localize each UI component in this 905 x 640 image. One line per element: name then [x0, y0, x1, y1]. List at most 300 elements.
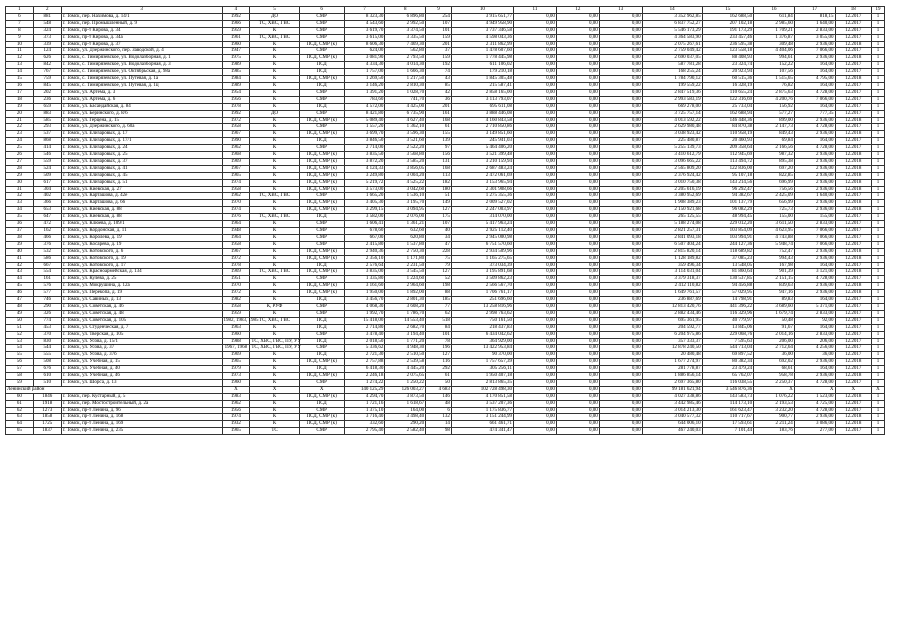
- table-cell: 537: [33, 131, 61, 138]
- address-cell: г. Томск, ул. Усова, д. 37б: [61, 352, 222, 359]
- table-cell: 1982: [222, 297, 250, 304]
- table-cell: 1 224,60: [385, 276, 426, 283]
- table-cell: 0,00: [556, 407, 599, 414]
- table-cell: 292: [426, 366, 452, 373]
- table-cell: 26: [6, 152, 34, 159]
- table-cell: 3 873,50: [385, 393, 426, 400]
- table-cell: К: [250, 82, 299, 89]
- table-cell: ТС, ХВС, ГВС: [250, 20, 299, 27]
- table-cell: 1969: [222, 158, 250, 165]
- table-cell: К: [250, 228, 299, 235]
- table-cell: 0,00: [556, 228, 599, 235]
- table-cell: ПСД, СМР (к): [299, 55, 344, 62]
- table-cell: 1 478 607,60: [451, 48, 513, 55]
- table-cell: 0,00: [514, 145, 557, 152]
- table-cell: 2 858 165,00: [451, 89, 513, 96]
- table-cell: 1 391,20: [344, 89, 385, 96]
- table-cell: 1967: [222, 131, 250, 138]
- table-cell: 167,98: [754, 262, 795, 269]
- table-cell: 16 328,19: [702, 82, 753, 89]
- table-cell: 4 728,00: [794, 379, 835, 386]
- table-cell: 1982, 1983, 1985: [223, 317, 259, 323]
- table-cell: 5 219,72: [344, 179, 385, 186]
- table-cell: 653: [33, 207, 61, 214]
- table-cell: 2 821 257,31: [642, 228, 702, 235]
- table-cell: 192: [426, 62, 452, 69]
- table-cell: 164,00: [794, 82, 835, 89]
- table-cell: 50: [426, 379, 452, 386]
- table-cell: 42: [426, 89, 452, 96]
- table-cell: 29: [6, 172, 34, 179]
- table-cell: 0,00: [556, 20, 599, 27]
- table-cell: 5 371,00: [794, 303, 835, 310]
- table-cell: К: [250, 276, 299, 283]
- table-cell: СМР: [299, 48, 344, 55]
- table-cell: 58: [6, 373, 34, 380]
- table-cell: ПСД: [299, 82, 344, 89]
- table-cell: 1: [871, 379, 884, 386]
- table-cell: 0,00: [599, 400, 642, 407]
- table-cell: 0,00: [514, 34, 557, 41]
- table-cell: 12.2017: [835, 345, 871, 352]
- table-cell: 0,00: [556, 207, 599, 214]
- table-cell: 3 055,00: [794, 34, 835, 41]
- table-cell: 1 640,00: [794, 193, 835, 200]
- table-cell: 12.2018: [835, 117, 871, 124]
- table-cell: 13 422 953,84: [451, 345, 513, 352]
- table-cell: 1988: [222, 338, 250, 345]
- table-cell: 155,00: [754, 214, 795, 221]
- table-cell: 1: [871, 352, 884, 359]
- table-cell: 900,77: [754, 414, 795, 421]
- table-cell: 7 101,44: [702, 428, 753, 435]
- table-cell: 27: [6, 158, 34, 165]
- table-row: [6, 221, 885, 228]
- table-cell: 1: [871, 145, 884, 152]
- address-cell: г. Томск, пер. Нахимова, д. 14/1: [61, 13, 222, 20]
- table-cell: 849,43: [754, 131, 795, 138]
- table-cell: 179 210,18: [451, 69, 513, 76]
- table-cell: 0,00: [556, 428, 599, 435]
- table-cell: 373 034,39: [451, 262, 513, 269]
- address-cell: г. Томск, ул. Советская, д. 105: [61, 317, 222, 324]
- table-cell: 5 464 406,20: [451, 145, 513, 152]
- table-cell: 6 204 975,86: [642, 331, 702, 338]
- address-cell: г. Томск, ул. Усова, д. 37: [61, 345, 222, 352]
- table-cell: 676: [33, 366, 61, 373]
- table-cell: 3 086,00: [794, 421, 835, 428]
- table-cell: 524: [33, 165, 61, 172]
- table-cell: К: [250, 400, 299, 407]
- table-cell: 12.2017: [835, 27, 871, 34]
- table-cell: 0,00: [514, 48, 557, 55]
- table-cell: 156,92: [754, 103, 795, 110]
- table-cell: 2 566 567,70: [451, 283, 513, 290]
- table-cell: 1273: [33, 407, 61, 414]
- table-cell: 0,00: [599, 290, 642, 297]
- table-cell: 0,00: [556, 13, 599, 20]
- table-cell: 2 721,30: [344, 352, 385, 359]
- table-cell: 3 509 862,23: [451, 276, 513, 283]
- table-cell: 692,02: [754, 359, 795, 366]
- table-cell: 6 735,90: [385, 110, 426, 117]
- table-cell: 3 038 923,42: [642, 131, 702, 138]
- table-cell: 168: [426, 165, 452, 172]
- table-cell: 2 250,37: [754, 379, 795, 386]
- table-cell: 0,00: [599, 96, 642, 103]
- table-cell: 229 068,76: [702, 331, 753, 338]
- table-row: [6, 172, 885, 179]
- table-row: [6, 62, 885, 69]
- table-cell: 143 214,56: [702, 179, 753, 186]
- table-cell: 2 936,00: [794, 131, 835, 138]
- table-cell: 3 537 207,36: [451, 400, 513, 407]
- table-cell: 0,00: [556, 165, 599, 172]
- table-cell: 1968: [222, 152, 250, 159]
- table-cell: К: [250, 186, 299, 193]
- table-cell: 1960: [222, 41, 250, 48]
- table-cell: 161: [33, 276, 61, 283]
- table-cell: 0,00: [556, 352, 599, 359]
- table-cell: 0,00: [556, 55, 599, 62]
- table-cell: 12.2017: [835, 214, 871, 221]
- table-cell: 1: [871, 331, 884, 338]
- table-cell: 0,00: [514, 352, 557, 359]
- table-cell: 0,00: [556, 303, 599, 310]
- table-cell: 48: [6, 303, 34, 310]
- table-cell: 0,00: [599, 179, 642, 186]
- table-cell: 5 948,74: [754, 241, 795, 248]
- table-cell: 20 923,94: [702, 69, 753, 76]
- table-cell: 626: [33, 55, 61, 62]
- table-cell: 2 936,00: [794, 373, 835, 380]
- table-cell: 617: [33, 179, 61, 186]
- table-cell: 3 521,60: [385, 138, 426, 145]
- table-cell: 324: [33, 27, 61, 34]
- column-number-cell: 9: [426, 7, 452, 14]
- table-cell: ПСД: [299, 103, 344, 110]
- table-cell: ПСД, СМР (к): [299, 165, 344, 172]
- table-row: [6, 200, 885, 207]
- table-cell: 12.2017: [835, 48, 871, 55]
- table-cell: 12.2017: [835, 69, 871, 76]
- table-cell: 741,70: [385, 96, 426, 103]
- table-cell: ПСД: [299, 214, 344, 221]
- table-row: [6, 338, 885, 345]
- address-cell: г. Томск, ул. Дзержинского, д. 60а: [61, 124, 222, 131]
- table-cell: 2 714,80: [344, 324, 385, 331]
- table-cell: 102 728 498,30: [451, 386, 513, 393]
- table-cell: 947,16: [754, 290, 795, 297]
- table-cell: 2 750,30: [385, 248, 426, 255]
- table-cell: 0,00: [514, 82, 557, 89]
- table-cell: 122 836,00: [702, 165, 753, 172]
- table-cell: 0,00: [599, 428, 642, 435]
- table-cell: 1948: [222, 228, 250, 235]
- address-cell: г. Томск, ул. Советская, д. 48: [61, 310, 222, 317]
- address-cell: г. Томск, ул. Тверская, д. 105: [61, 331, 222, 338]
- table-cell: 2 247 003,97: [451, 207, 513, 214]
- table-cell: 293: [33, 124, 61, 131]
- table-cell: 0,00: [514, 241, 557, 248]
- table-cell: 59: [6, 379, 34, 386]
- table-cell: 0,00: [556, 262, 599, 269]
- table-cell: 1 128 189,82: [642, 255, 702, 262]
- table-cell: 6: [426, 407, 452, 414]
- table-row: [6, 48, 885, 55]
- table-cell: СМР: [299, 276, 344, 283]
- table-cell: 1 165 275,65: [451, 255, 513, 262]
- table-cell: 1: [871, 103, 884, 110]
- table-cell: ТС, ХВС, ГВС: [250, 214, 299, 221]
- table-cell: 1: [871, 407, 884, 414]
- table-cell: 146 448,36: [702, 117, 753, 124]
- table-cell: 1 666,30: [385, 69, 426, 76]
- table-cell: 0,00: [514, 379, 557, 386]
- table-cell: 1 536,10: [385, 193, 426, 200]
- table-cell: 1974: [222, 414, 250, 421]
- table-cell: 509: [33, 172, 61, 179]
- table-cell: 155,00: [794, 214, 835, 221]
- table-cell: 2 147,73: [754, 124, 795, 131]
- table-cell: 1: [871, 158, 884, 165]
- table-cell: ПСД, СМР (к): [299, 131, 344, 138]
- table-cell: 236 595,38: [702, 41, 753, 48]
- table-cell: 7 066,00: [794, 228, 835, 235]
- table-cell: 113: [426, 172, 452, 179]
- table-cell: 0,00: [556, 193, 599, 200]
- table-cell: 0,00: [599, 228, 642, 235]
- table-cell: 0,00: [514, 131, 557, 138]
- table-cell: 12.2017: [835, 228, 871, 235]
- table-cell: 4 725,00: [794, 400, 835, 407]
- table-cell: 25: [6, 145, 34, 152]
- table-cell: 56: [6, 359, 34, 366]
- table-cell: 130 537,85: [702, 276, 753, 283]
- table-cell: ТС, ХВС, ГВС: [250, 269, 299, 276]
- table-cell: СМР: [299, 96, 344, 103]
- column-number-cell: 17: [794, 7, 835, 14]
- table-cell: 12.2017: [835, 379, 871, 386]
- table-cell: 3 249,80: [344, 172, 385, 179]
- table-cell: 12.2018: [835, 200, 871, 207]
- table-cell: 632,60: [385, 228, 426, 235]
- table-cell: ПСД: [299, 297, 344, 304]
- table-cell: 1: [871, 96, 884, 103]
- table-cell: 2 510,50: [385, 352, 426, 359]
- table-cell: 0,00: [556, 276, 599, 283]
- table-cell: 0,00: [514, 13, 557, 20]
- table-cell: 1958: [222, 124, 250, 131]
- table-cell: 0,00: [556, 386, 599, 393]
- table-cell: 3 456,70: [344, 297, 385, 304]
- table-cell: 12 813 420,76: [642, 303, 702, 310]
- table-cell: 1932: [222, 421, 250, 428]
- table-cell: 644 006,10: [642, 421, 702, 428]
- table-cell: 2 150 921,68: [642, 207, 702, 214]
- table-cell: 12.2018: [835, 186, 871, 193]
- table-cell: 3 040 577,32: [642, 414, 702, 421]
- table-cell: 12.2017: [835, 262, 871, 269]
- table-cell: 1 618,67: [385, 400, 426, 407]
- table-cell: 0,00: [556, 103, 599, 110]
- table-cell: СМР: [299, 110, 344, 117]
- table-cell: 1 992,70: [344, 310, 385, 317]
- table-cell: СМР: [299, 89, 344, 96]
- table-cell: 4 160 843,58: [451, 117, 513, 124]
- table-cell: 152,22: [754, 62, 795, 69]
- table-cell: 0,00: [556, 76, 599, 83]
- table-cell: 0,00: [599, 27, 642, 34]
- address-cell: г. Томск, с. Тимирязевское, ул. Водолазборная, д. 3: [61, 62, 222, 69]
- table-cell: 60: [6, 393, 34, 400]
- column-number-cell: 4: [222, 7, 250, 14]
- table-cell: К: [250, 131, 299, 138]
- table-cell: 0,00: [599, 186, 642, 193]
- table-cell: 1967: [222, 248, 250, 255]
- table-cell: 0,00: [599, 421, 642, 428]
- table-cell: 99 181 621,94: [642, 386, 702, 393]
- table-cell: 183,76: [754, 428, 795, 435]
- table-cell: 12.2018: [835, 421, 871, 428]
- table-cell: 3 151 244,99: [451, 414, 513, 421]
- table-cell: 69,84: [754, 138, 795, 145]
- table-row: [6, 228, 885, 235]
- table-cell: 3 856,05: [385, 165, 426, 172]
- table-cell: 53: [6, 338, 34, 345]
- table-cell: К: [250, 76, 299, 83]
- table-cell: 0,00: [599, 110, 642, 117]
- address-cell: г. Томск, ул. Басандайская, д. 84: [61, 103, 222, 110]
- table-cell: 2 712,64: [754, 345, 795, 352]
- table-cell: 2 018,50: [344, 338, 385, 345]
- table-cell: ПСД, СМР (к): [299, 359, 344, 366]
- table-cell: 0,00: [599, 407, 642, 414]
- table-cell: 290: [33, 303, 61, 310]
- table-row: [6, 138, 885, 145]
- table-cell: 3 725 757,14: [642, 110, 702, 117]
- table-cell: 1960: [222, 331, 250, 338]
- table-cell: 0,00: [514, 255, 557, 262]
- table-cell: 13 548,05: [702, 262, 753, 269]
- table-cell: 7 066,00: [794, 96, 835, 103]
- table-cell: 2 075,65: [385, 373, 426, 380]
- table-cell: 3 585,20: [385, 158, 426, 165]
- table-cell: ПСД: [299, 400, 344, 407]
- table-cell: 1990: [222, 138, 250, 145]
- table-cell: 89,83: [754, 297, 795, 304]
- table-cell: 1970: [222, 283, 250, 290]
- table-cell: 0,00: [514, 414, 557, 421]
- table-cell: 39: [6, 241, 34, 248]
- table-cell: ПСД: [299, 338, 344, 345]
- table-cell: 1973: [222, 373, 250, 380]
- table-cell: 2 415,80: [344, 241, 385, 248]
- table-cell: 191 173,29: [702, 27, 753, 34]
- table-cell: 36,00: [794, 352, 835, 359]
- table-cell: ДО: [250, 13, 299, 20]
- table-cell: 0,00: [556, 200, 599, 207]
- table-cell: 97: [426, 145, 452, 152]
- table-cell: 9: [6, 34, 34, 41]
- table-cell: 2 795,40: [344, 428, 385, 435]
- column-number-row: [6, 7, 885, 14]
- table-cell: 30: [6, 179, 34, 186]
- table-cell: 2 801,30: [385, 297, 426, 304]
- table-cell: 204 592,77: [642, 324, 702, 331]
- table-cell: К: [250, 179, 299, 186]
- table-cell: 61: [426, 373, 452, 380]
- table-cell: 559: [33, 158, 61, 165]
- table-cell: 2 813 865,35: [451, 379, 513, 386]
- table-cell: 281 778,87: [642, 366, 702, 373]
- table-cell: 12.2018: [835, 373, 871, 380]
- table-cell: 34: [6, 207, 34, 214]
- table-cell: 4 949 958,90: [451, 20, 513, 27]
- table-cell: 209 358,64: [702, 145, 753, 152]
- table-cell: 5 188 274,08: [642, 221, 702, 228]
- table-cell: X: [222, 386, 250, 393]
- table-cell: 1960: [222, 379, 250, 386]
- table-row: [6, 400, 885, 407]
- table-cell: 0,00: [514, 20, 557, 27]
- table-cell: 467 240,03: [642, 428, 702, 435]
- table-cell: 1967, 1968: [222, 345, 250, 352]
- table-cell: 12 878 240,50: [642, 345, 702, 352]
- table-cell: 2 833,00: [794, 27, 835, 34]
- table-cell: 12.2018: [835, 41, 871, 48]
- address-cell: г. Томск, ул. Елизаровых, д. 25: [61, 152, 222, 159]
- table-cell: ПСД, СМР (к): [299, 269, 344, 276]
- table-cell: 98: [426, 428, 452, 435]
- table-cell: 414: [33, 145, 61, 152]
- table-cell: 5 546 173,29: [642, 27, 702, 34]
- table-cell: 1959: [222, 27, 250, 34]
- table-cell: 149: [426, 200, 452, 207]
- table-cell: К: [250, 165, 299, 172]
- table-cell: 2 246,18: [344, 373, 385, 380]
- table-cell: 8: [6, 27, 34, 34]
- table-cell: 40 779,97: [702, 317, 753, 324]
- table-cell: 13: [6, 62, 34, 69]
- table-cell: 5 336,62: [344, 345, 385, 352]
- address-cell: г. Томск, ул. Елизаровых, д. 24: [61, 145, 222, 152]
- table-cell: К: [250, 89, 299, 96]
- table-cell: 12.2017: [835, 62, 871, 69]
- table-cell: 50,48: [754, 317, 795, 324]
- table-cell: 7 469,30: [385, 41, 426, 48]
- column-number-cell: 8: [385, 7, 426, 14]
- table-cell: 113 494,72: [702, 158, 753, 165]
- address-cell: г. Томск, ул. Елизаровых, д. 45: [61, 172, 222, 179]
- table-cell: 1 515,65: [754, 76, 795, 83]
- table-cell: 116 329,96: [702, 310, 753, 317]
- table-cell: 1956: [222, 407, 250, 414]
- table-cell: 2 075 267,61: [642, 41, 702, 48]
- table-cell: 164,00: [794, 262, 835, 269]
- table-cell: 49: [6, 310, 34, 317]
- address-cell: г. Томск, ул. Котовского, д. 6: [61, 248, 222, 255]
- table-cell: 1: [871, 283, 884, 290]
- table-cell: 12.2017: [835, 310, 871, 317]
- table-cell: 364 929,00: [451, 338, 513, 345]
- table-cell: 12.2017: [835, 20, 871, 27]
- table-cell: 1962: [222, 145, 250, 152]
- table-cell: 123 558,18: [702, 48, 753, 55]
- table-cell: 667,00: [344, 234, 385, 241]
- table-row: [6, 324, 885, 331]
- table-cell: 2 936,00: [794, 359, 835, 366]
